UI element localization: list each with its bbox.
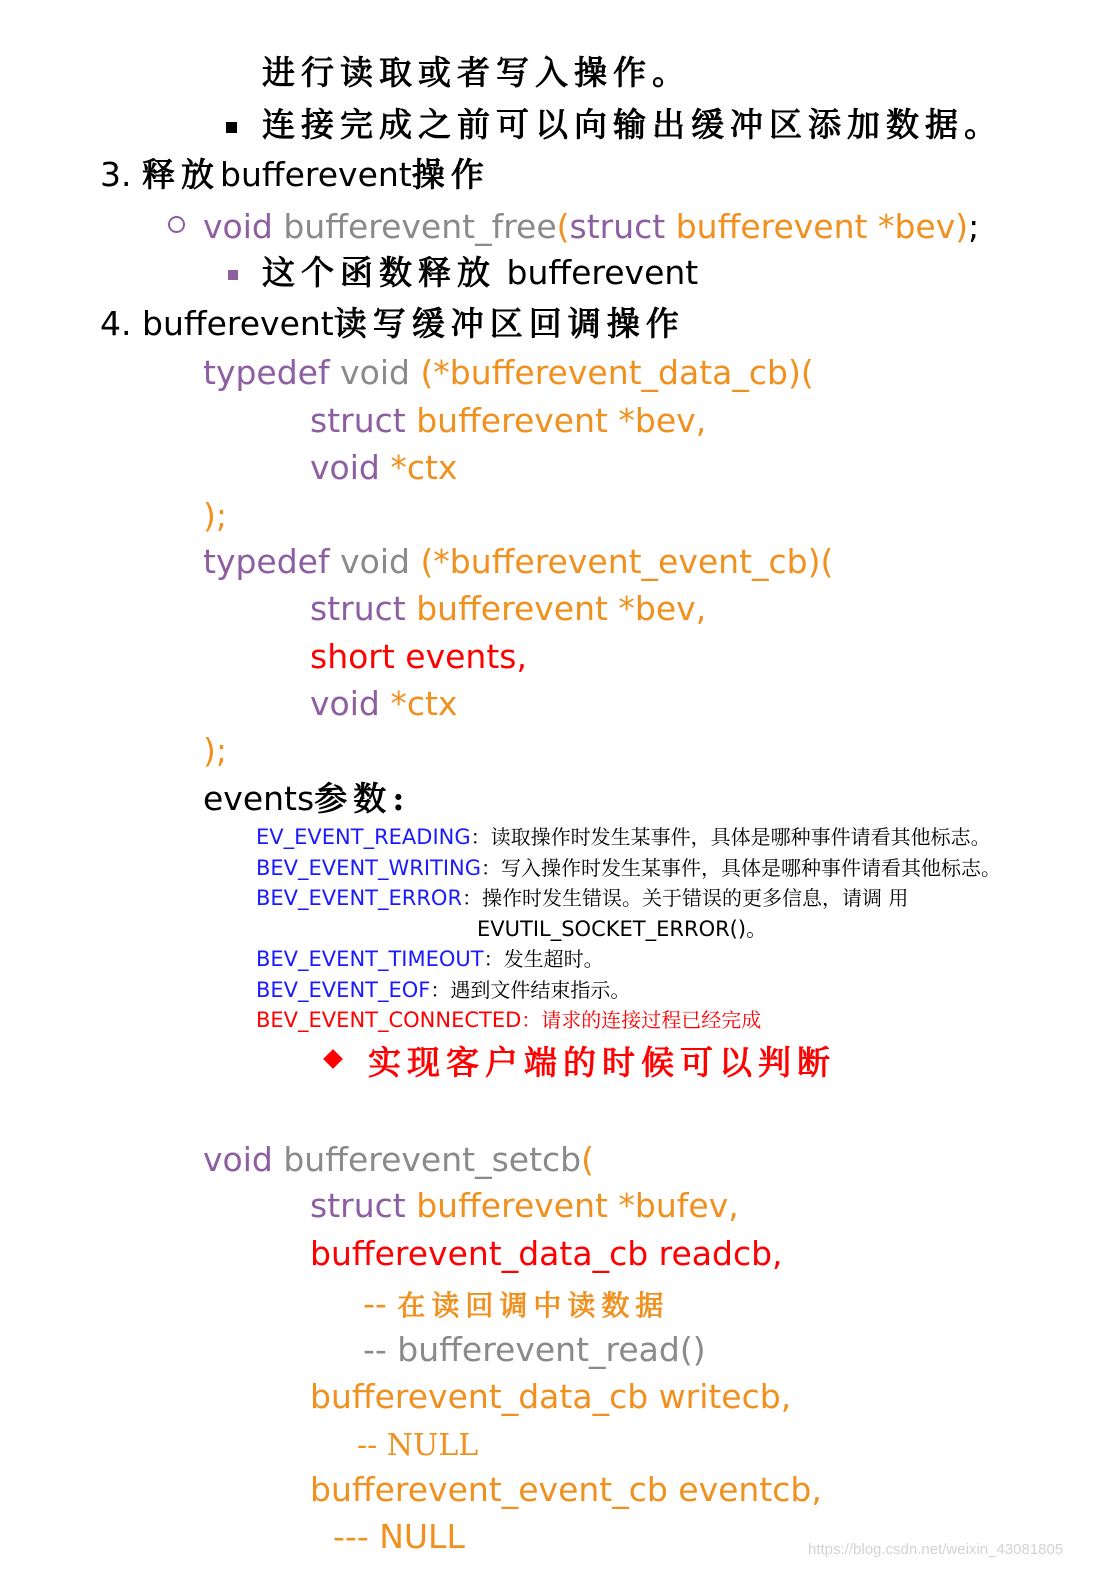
- kw-void: void: [203, 1140, 273, 1179]
- event-row: [256, 888, 908, 909]
- code-param: [310, 589, 707, 628]
- heading-number: 3.: [100, 155, 132, 194]
- code-setcb: [203, 1140, 594, 1179]
- desc-en: bufferevent: [506, 253, 699, 292]
- event-desc: ：发生超时。: [483, 947, 604, 971]
- param-bufev: bufferevent *bufev,: [416, 1186, 739, 1225]
- note-dash: --: [363, 1284, 387, 1323]
- code-typedef-data-cb: [203, 353, 814, 392]
- heading-en: bufferevent: [220, 155, 412, 194]
- section-heading-4: [100, 304, 685, 343]
- param-ctx: *ctx: [390, 448, 458, 487]
- desc-cn: 这个函数释放: [262, 253, 496, 292]
- param-eventcb: bufferevent_event_cb eventcb,: [310, 1470, 822, 1509]
- param-writecb: bufferevent_data_cb writecb,: [310, 1377, 792, 1416]
- heading-en: bufferevent: [142, 304, 334, 343]
- kw-void: void: [310, 448, 380, 487]
- code-param: [310, 401, 707, 440]
- typedef-name: (*bufferevent_event_cb)(: [420, 542, 834, 581]
- events-en: events: [203, 779, 315, 818]
- event-desc: ：遇到文件结束指示。: [430, 978, 631, 1002]
- code-param: [310, 448, 458, 487]
- fn-name: bufferevent_free: [283, 207, 557, 246]
- event-key: EV_EVENT_READING: [256, 825, 471, 849]
- event-key: BEV_EVENT_ERROR: [256, 886, 463, 910]
- code-param: [310, 1186, 739, 1225]
- note-null: -- NULL: [357, 1428, 479, 1463]
- kw-void: void: [310, 684, 380, 723]
- event-row: [256, 827, 991, 848]
- code-param: [310, 684, 458, 723]
- fn-name: bufferevent_setcb: [283, 1140, 582, 1179]
- text-line: 进行读取或者写入操作。: [262, 53, 691, 92]
- paren: (: [581, 1140, 594, 1179]
- note-line: [363, 1284, 670, 1323]
- semicolon: ;: [968, 207, 980, 246]
- event-key: BEV_EVENT_TIMEOUT: [256, 947, 484, 971]
- client-note: 实现客户端的时候可以判断: [368, 1043, 836, 1082]
- paren: (: [556, 207, 570, 246]
- code-typedef-event-cb: [203, 542, 834, 581]
- note-line: -- bufferevent_read(): [363, 1330, 706, 1369]
- event-row-continuation: [477, 919, 767, 940]
- param-short-events: short events,: [310, 637, 527, 676]
- code-line-free: [203, 207, 980, 246]
- note-null: --- NULL: [333, 1517, 465, 1556]
- code-close: );: [203, 731, 227, 770]
- kw-struct: struct: [569, 207, 666, 246]
- code-close: );: [203, 496, 227, 535]
- event-key: BEV_EVENT_CONNECTED: [256, 1008, 522, 1032]
- kw-struct: struct: [310, 1186, 406, 1225]
- kw-void: void: [203, 207, 273, 246]
- heading-cn: 释放: [142, 155, 220, 194]
- param-bev: bufferevent *bev,: [416, 401, 707, 440]
- arg: *bev): [877, 207, 969, 246]
- event-key: BEV_EVENT_EOF: [256, 978, 431, 1002]
- kw-typedef: typedef: [203, 542, 330, 581]
- event-desc: ：操作时发生错误。关于错误的更多信息，请调 用: [462, 886, 909, 910]
- kw-struct: struct: [310, 589, 406, 628]
- kw-void: void: [340, 542, 410, 581]
- event-desc: ：请求的连接过程已经完成: [521, 1008, 762, 1032]
- heading-cn: 读写缓冲区回调操作: [333, 304, 685, 343]
- event-desc: ：读取操作时发生某事件，具体是哪种事件请看其他标志。: [470, 825, 991, 849]
- events-heading: [203, 779, 411, 818]
- bullet-text: 连接完成之前可以向输出缓冲区添加数据。: [262, 105, 1003, 144]
- event-desc: EVUTIL_SOCKET_ERROR()。: [477, 917, 768, 941]
- heading-cn2: 操作: [411, 155, 490, 194]
- kw-void: void: [340, 353, 410, 392]
- typedef-name: (*bufferevent_data_cb)(: [420, 353, 814, 392]
- kw-struct: struct: [310, 401, 406, 440]
- free-desc: [262, 253, 699, 292]
- section-heading-3: [100, 155, 490, 194]
- event-row: [256, 949, 604, 970]
- kw-typedef: typedef: [203, 353, 330, 392]
- event-row: [256, 980, 630, 1001]
- bullet-square-purple-icon: [228, 266, 238, 282]
- param-ctx: *ctx: [390, 684, 458, 723]
- param-readcb: bufferevent_data_cb readcb,: [310, 1234, 783, 1273]
- events-cn: 参数:: [314, 779, 411, 818]
- event-row: [256, 1010, 761, 1031]
- diamond-bullet-icon: [326, 1052, 340, 1069]
- type-name: bufferevent: [675, 207, 868, 246]
- event-desc: ：写入操作时发生某事件，具体是哪种事件请看其他标志。: [481, 856, 1002, 880]
- event-key: BEV_EVENT_WRITING: [256, 856, 482, 880]
- event-row: [256, 858, 1001, 879]
- circle-bullet-icon: [168, 216, 185, 233]
- heading-number: 4.: [100, 304, 132, 343]
- note-cn: 在读回调中读数据: [397, 1289, 670, 1322]
- param-bev: bufferevent *bev,: [416, 589, 707, 628]
- watermark: https://blog.csdn.net/weixin_43081805: [808, 1541, 1064, 1558]
- bullet-square-icon: [226, 119, 237, 135]
